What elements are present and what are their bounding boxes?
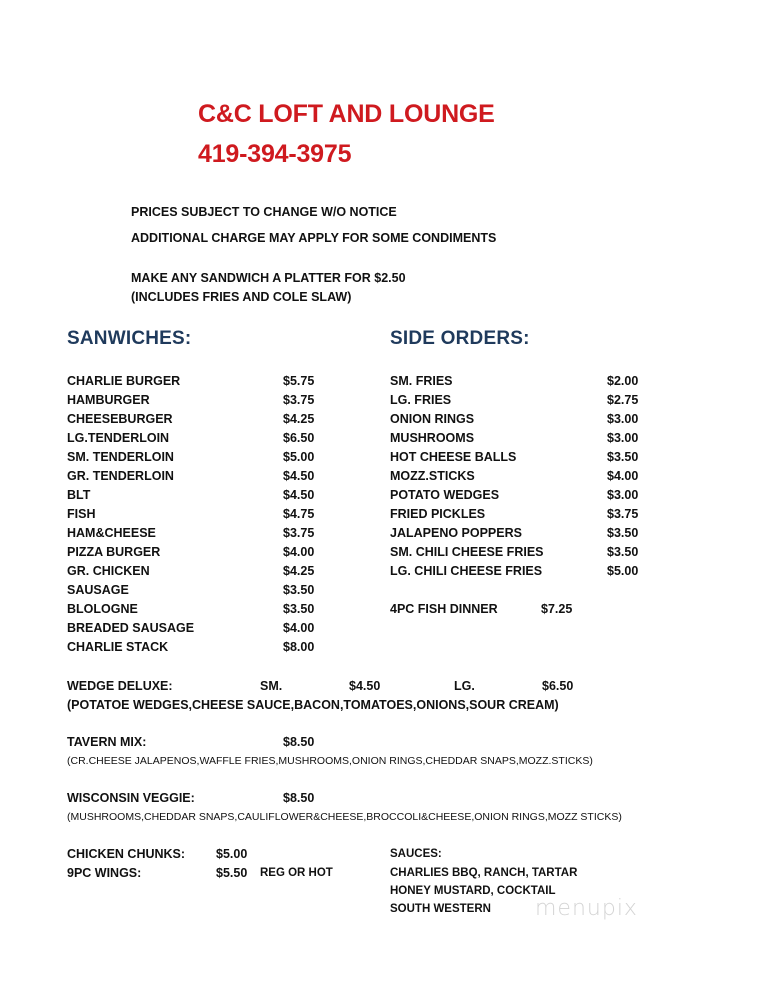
- chicken-chunks-name: CHICKEN CHUNKS:: [67, 847, 186, 861]
- item-name: HOT CHEESE BALLS: [390, 450, 517, 464]
- item-price: $3.50: [283, 583, 315, 597]
- chicken-chunks-price: $5.00: [216, 847, 248, 861]
- menu-item: [67, 486, 90, 505]
- note-prices: PRICES SUBJECT TO CHANGE W/O NOTICE: [131, 205, 397, 219]
- wisconsin-veggie-description: (MUSHROOMS,CHEDDAR SNAPS,CAULIFLOWER&CHEESE,BROCCOLI&CHEESE,ONION RINGS,MOZZ STICKS): [67, 811, 622, 823]
- item-price: $4.50: [283, 488, 315, 502]
- restaurant-name: C&C LOFT AND LOUNGE: [198, 100, 495, 128]
- sauces-line-3: SOUTH WESTERN: [390, 903, 491, 915]
- item-name: SM. CHILI CHEESE FRIES: [390, 545, 544, 559]
- item-name: LG. FRIES: [390, 393, 452, 407]
- menu-item: [67, 410, 173, 429]
- sandwiches-heading: SANWICHES:: [67, 328, 192, 349]
- item-price: $3.50: [283, 602, 315, 616]
- item-price: $3.50: [607, 526, 639, 540]
- item-name: GR. CHICKEN: [67, 564, 150, 578]
- menu-item: [67, 448, 174, 467]
- item-price: $5.75: [283, 374, 315, 388]
- menu-item: [67, 562, 150, 581]
- item-name: HAMBURGER: [67, 393, 150, 407]
- item-price: $3.75: [283, 393, 315, 407]
- item-name: BREADED SAUSAGE: [67, 621, 195, 635]
- item-price: $2.00: [607, 374, 639, 388]
- item-name: GR. TENDERLOIN: [67, 469, 174, 483]
- item-price: $6.50: [283, 431, 315, 445]
- menupix-watermark: menupix: [535, 896, 638, 921]
- wedge-deluxe-lg-price: $6.50: [542, 679, 574, 693]
- menu-item: [67, 372, 180, 391]
- item-price: $3.50: [607, 545, 639, 559]
- fish-dinner-price: $7.25: [541, 602, 573, 616]
- wisconsin-veggie-price: $8.50: [283, 791, 315, 805]
- item-name: HAM&CHEESE: [67, 526, 156, 540]
- menu-item: [67, 638, 168, 657]
- menu-item: [67, 600, 138, 619]
- item-price: $3.75: [607, 507, 639, 521]
- item-price: $4.25: [283, 412, 315, 426]
- item-name: FRIED PICKLES: [390, 507, 486, 521]
- item-name: POTATO WEDGES: [390, 488, 500, 502]
- menu-item: [67, 505, 95, 524]
- wedge-deluxe-name: WEDGE DELUXE:: [67, 679, 173, 693]
- wedge-deluxe-sm-label: SM.: [260, 679, 283, 693]
- item-price: $3.75: [283, 526, 315, 540]
- menu-item: [67, 524, 156, 543]
- item-name: MUSHROOMS: [390, 431, 475, 445]
- tavern-mix-description: (CR.CHEESE JALAPENOS,WAFFLE FRIES,MUSHROOMS,ONION RINGS,CHEDDAR SNAPS,MOZZ.STICKS): [67, 755, 593, 767]
- item-name: CHARLIE STACK: [67, 640, 169, 654]
- tavern-mix-name: TAVERN MIX:: [67, 735, 147, 749]
- item-name: ONION RINGS: [390, 412, 475, 426]
- note-condiments: ADDITIONAL CHARGE MAY APPLY FOR SOME CONDIMENTS: [131, 231, 497, 245]
- menu-item: [67, 543, 160, 562]
- sauces-heading: SAUCES:: [390, 848, 442, 860]
- item-price: $5.00: [607, 564, 639, 578]
- item-price: $5.00: [283, 450, 315, 464]
- item-name: CHARLIE BURGER: [67, 374, 181, 388]
- menu-item: [67, 429, 169, 448]
- sauces-line-1: CHARLIES BBQ, RANCH, TARTAR: [390, 867, 578, 879]
- wings-option: REG OR HOT: [260, 867, 333, 879]
- item-name: SAUSAGE: [67, 583, 129, 597]
- item-price: $4.00: [283, 621, 315, 635]
- wings-price: $5.50: [216, 866, 248, 880]
- item-price: $4.00: [607, 469, 639, 483]
- item-price: $4.25: [283, 564, 315, 578]
- item-name: SM. TENDERLOIN: [67, 450, 174, 464]
- wedge-deluxe-description: (POTATOE WEDGES,CHEESE SAUCE,BACON,TOMATOES,ONIONS,SOUR CREAM): [67, 698, 559, 712]
- item-price: $8.00: [283, 640, 315, 654]
- item-name: BLOLOGNE: [67, 602, 138, 616]
- item-price: $3.00: [607, 412, 639, 426]
- item-price: $4.75: [283, 507, 315, 521]
- item-name: PIZZA BURGER: [67, 545, 161, 559]
- tavern-mix-price: $8.50: [283, 735, 315, 749]
- note-platter-includes: (INCLUDES FRIES AND COLE SLAW): [131, 290, 352, 304]
- item-price: $4.00: [283, 545, 315, 559]
- menu-item: [67, 467, 174, 486]
- item-price: $3.00: [607, 431, 639, 445]
- side-orders-heading: SIDE ORDERS:: [390, 328, 530, 349]
- item-price: $2.75: [607, 393, 639, 407]
- wings-name: 9PC WINGS:: [67, 866, 142, 880]
- item-name: FISH: [67, 507, 96, 521]
- wisconsin-veggie-name: WISCONSIN VEGGIE:: [67, 791, 195, 805]
- menu-item: [67, 391, 150, 410]
- item-name: CHEESEBURGER: [67, 412, 173, 426]
- menu-item: [67, 619, 194, 638]
- note-platter: MAKE ANY SANDWICH A PLATTER FOR $2.50: [131, 271, 406, 285]
- item-name: LG. CHILI CHEESE FRIES: [390, 564, 543, 578]
- menu-item: [67, 581, 129, 600]
- sauces-line-2: HONEY MUSTARD, COCKTAIL: [390, 885, 556, 897]
- wedge-deluxe-lg-label: LG.: [454, 679, 475, 693]
- item-name: BLT: [67, 488, 91, 502]
- item-name: LG.TENDERLOIN: [67, 431, 170, 445]
- fish-dinner-name: 4PC FISH DINNER: [390, 602, 498, 616]
- item-name: MOZZ.STICKS: [390, 469, 475, 483]
- phone-number: 419-394-3975: [198, 140, 352, 168]
- wedge-deluxe-sm-price: $4.50: [349, 679, 381, 693]
- item-price: $3.50: [607, 450, 639, 464]
- item-name: SM. FRIES: [390, 374, 453, 388]
- item-price: $4.50: [283, 469, 315, 483]
- item-name: JALAPENO POPPERS: [390, 526, 522, 540]
- item-price: $3.00: [607, 488, 639, 502]
